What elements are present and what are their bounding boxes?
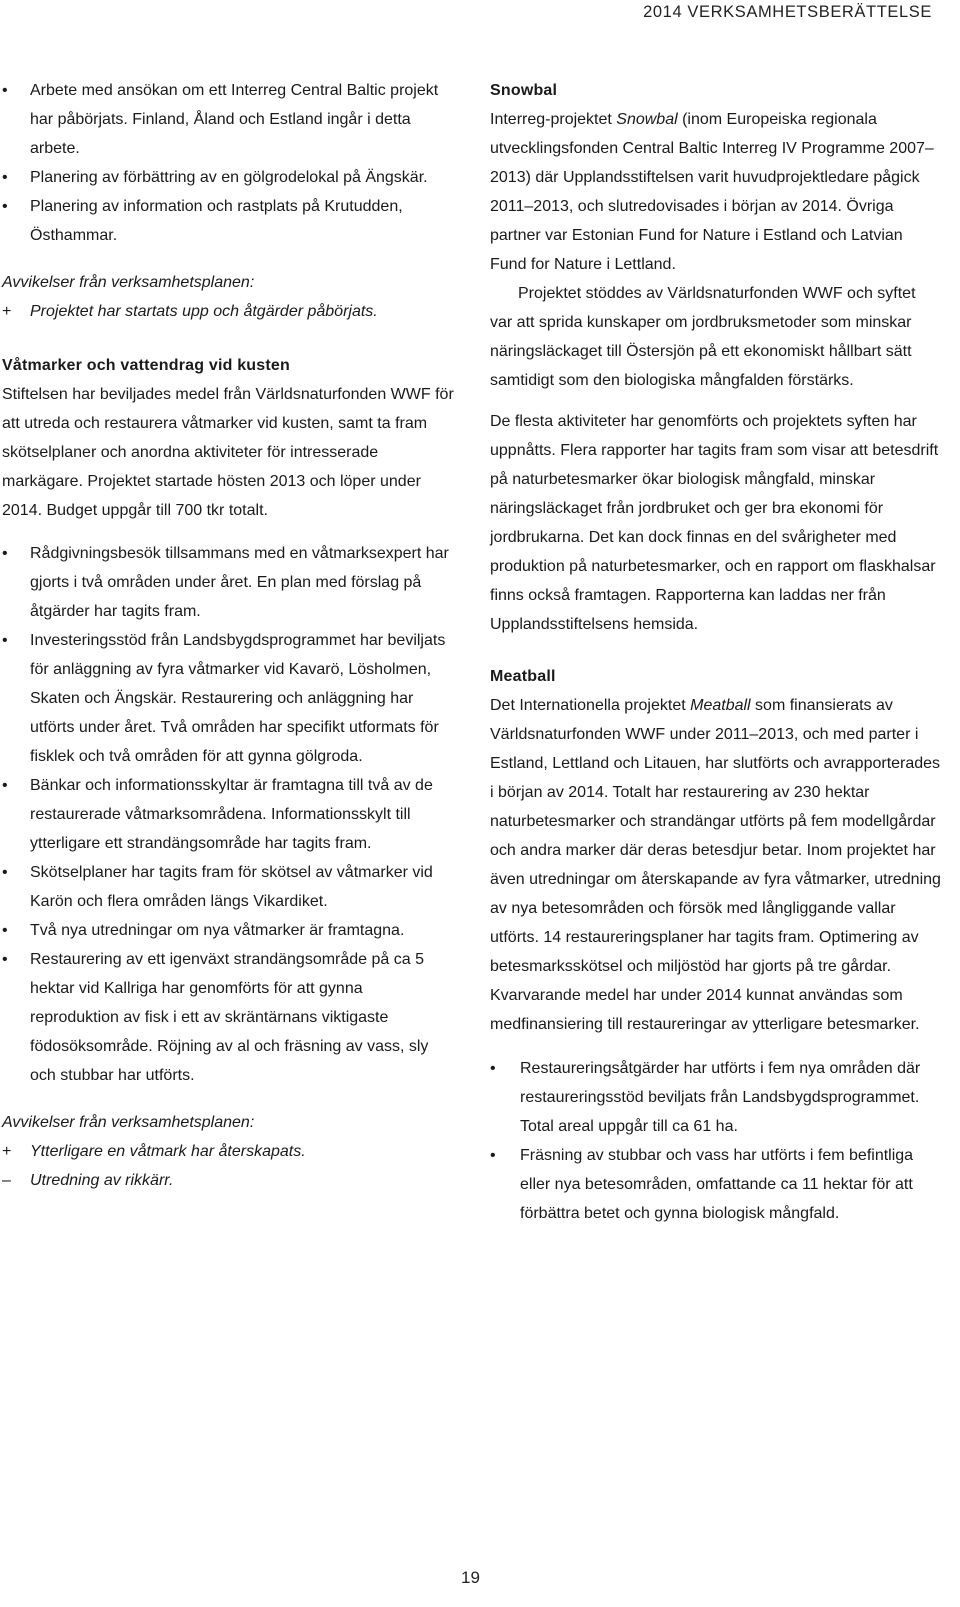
left-column xyxy=(2,76,454,1195)
deviation-text: Projektet har startats upp och åtgärder påbörjats. xyxy=(30,303,378,320)
meatball-bullet-list xyxy=(490,1054,942,1228)
list-item: • Investeringsstöd från Landsbygdsprogrammet har beviljats för anläggning av fyra våtmarker vid Kavarö, Lösholmen, Skaten och Ängskär. Restaurering och anläggning har utförts under året. Två områden har specifikt utformats för fisklek och två områden för att gynna gölgroda. xyxy=(2,626,454,771)
bullet-list-top xyxy=(2,76,454,250)
deviation-item xyxy=(2,1137,454,1166)
list-item: • Restaurering av ett igenväxt strandängsområde på ca 5 hektar vid Kallriga har genomförts för att gynna reproduktion av fisk i ett av skräntärnans viktigaste födosöksområde. Röjning av al och fräsning av vass, sly och stubbar har utförts. xyxy=(2,945,454,1090)
section-intro: Stiftelsen har beviljades medel från Världsnaturfonden WWF för att utreda och restaurera våtmarker vid kusten, samt ta fram skötselplaner och anordna aktiviteter för intresserade markägare. Projektet startade hösten 2013 och löper under 2014. Budget uppgår till 700 tkr totalt. xyxy=(2,386,454,519)
deviation-title: Avvikelser från verksamhetsplanen: xyxy=(2,274,255,291)
running-header: 2014 VERKSAMHETSBERÄTTELSE xyxy=(643,3,932,21)
page-number: 19 xyxy=(461,1568,480,1587)
section-heading: Våtmarker och vattendrag vid kusten xyxy=(2,357,290,374)
list-item: • Fräsning av stubbar och vass har utförts i fem befintliga eller nya betesområden, omfattande ca 11 hektar för att förbättra betet och gynna biologisk mångfald. xyxy=(490,1141,942,1228)
list-item: • Restaureringsåtgärder har utförts i fem nya områden där restaureringsstöd beviljats från Landsbygdsprogrammet. Total areal uppgår till ca 61 ha. xyxy=(490,1054,942,1141)
bullet-list-section xyxy=(2,539,454,1090)
meatball-paragraph-1 xyxy=(490,691,942,1039)
list-item: • Rådgivningsbesök tillsammans med en våtmarksexpert har gjorts i två områden under året. En plan med förslag på åtgärder har tagits fram. xyxy=(2,539,454,626)
plus-sign: + xyxy=(2,1143,12,1160)
minus-sign: – xyxy=(2,1172,11,1189)
snowbal-paragraph-3: De flesta aktiviteter har genomförts och projektets syften har uppnåtts. Flera rapporter har tagits fram som visar att betesdrift på naturbetesmarker ökar biologisk mångfald, minskar näringsläckaget från jordbruket och ger bra ekonomi för jordbrukarna. Det kan dock finnas en del svårigheter med produktion på naturbetesmarker, och en rapport om flaskhalsar finns också framtagen. Rapporterna kan laddas ner från Upplandsstiftelsens hemsida. xyxy=(490,413,939,633)
meatball-heading: Meatball xyxy=(490,668,556,685)
text-run: Det Internationella projektet xyxy=(490,697,691,714)
deviation-text: Utredning av rikkärr. xyxy=(30,1172,174,1189)
list-item: • Skötselplaner har tagits fram för skötsel av våtmarker vid Karön och flera områden längs Vikardiket. xyxy=(2,858,454,916)
deviation-item xyxy=(2,1166,454,1195)
right-column xyxy=(490,76,942,1228)
list-item: • Planering av information och rastplats på Krutudden, Östhammar. xyxy=(2,192,454,250)
deviation-text: Ytterligare en våtmark har återskapats. xyxy=(30,1143,306,1160)
deviation-item xyxy=(2,297,454,326)
plus-sign: + xyxy=(2,303,12,320)
project-name: Snowbal xyxy=(616,111,678,128)
list-item: • Bänkar och informationsskyltar är framtagna till två av de restaurerade våtmarksområdena. Informationsskylt till ytterligare ett strandängsområde har tagits fram. xyxy=(2,771,454,858)
text-run: (inom Europeiska regionala utvecklingsfonden Central Baltic Interreg IV Programme 2007–2013) där Upplandsstiftelsen varit huvudprojektledare pågick 2011–2013, och slutredovisades i början av 2014. Övriga partner var Estonian Fund for Nature i Estland och Latvian Fund for Nature i Lettland. xyxy=(490,111,934,273)
snowbal-heading: Snowbal xyxy=(490,82,558,99)
list-item: • Arbete med ansökan om ett Interreg Central Baltic projekt har påbörjats. Finland, Åland och Estland ingår i detta arbete. xyxy=(2,76,454,163)
text-run: som finansierats av Världsnaturfonden WWF under 2011–2013, och med parter i Estland, Lettland och Litauen, har slutförts och avrapporterades i början av 2014. Totalt har restaurering av 230 hektar naturbetesmarker och strandängar utförts på fem modellgårdar och andra marker där deras betesdjur betar. Inom projektet har även utredningar om återskapande av fyra våtmarker, utredning av nya betesområden och försök med långliggande vallar utförts. 14 restaureringsplaner har tagits fram. Optimering av betesmarksskötsel och miljöstöd har gjorts på tre gårdar. Kvarvarande medel har under 2014 kunnat användas som medfinansiering till restaureringar av ytterligare betesmarker. xyxy=(490,697,941,1033)
list-item: • Två nya utredningar om nya våtmarker är framtagna. xyxy=(2,916,454,945)
deviation-title: Avvikelser från verksamhetsplanen: xyxy=(2,1114,255,1131)
snowbal-paragraph-2: Projektet stöddes av Världsnaturfonden WWF och syftet var att sprida kunskaper om jordbruksmetoder som minskar näringsläckaget till Östersjön på ett ekonomiskt hållbart sätt samtidigt som den biologiska mångfalden förstärks. xyxy=(490,285,916,389)
snowbal-paragraph-1 xyxy=(490,105,942,279)
list-item: • Planering av förbättring av en gölgrodelokal på Ängskär. xyxy=(2,163,454,192)
project-name: Meatball xyxy=(690,697,751,714)
text-run: Interreg-projektet xyxy=(490,111,617,128)
